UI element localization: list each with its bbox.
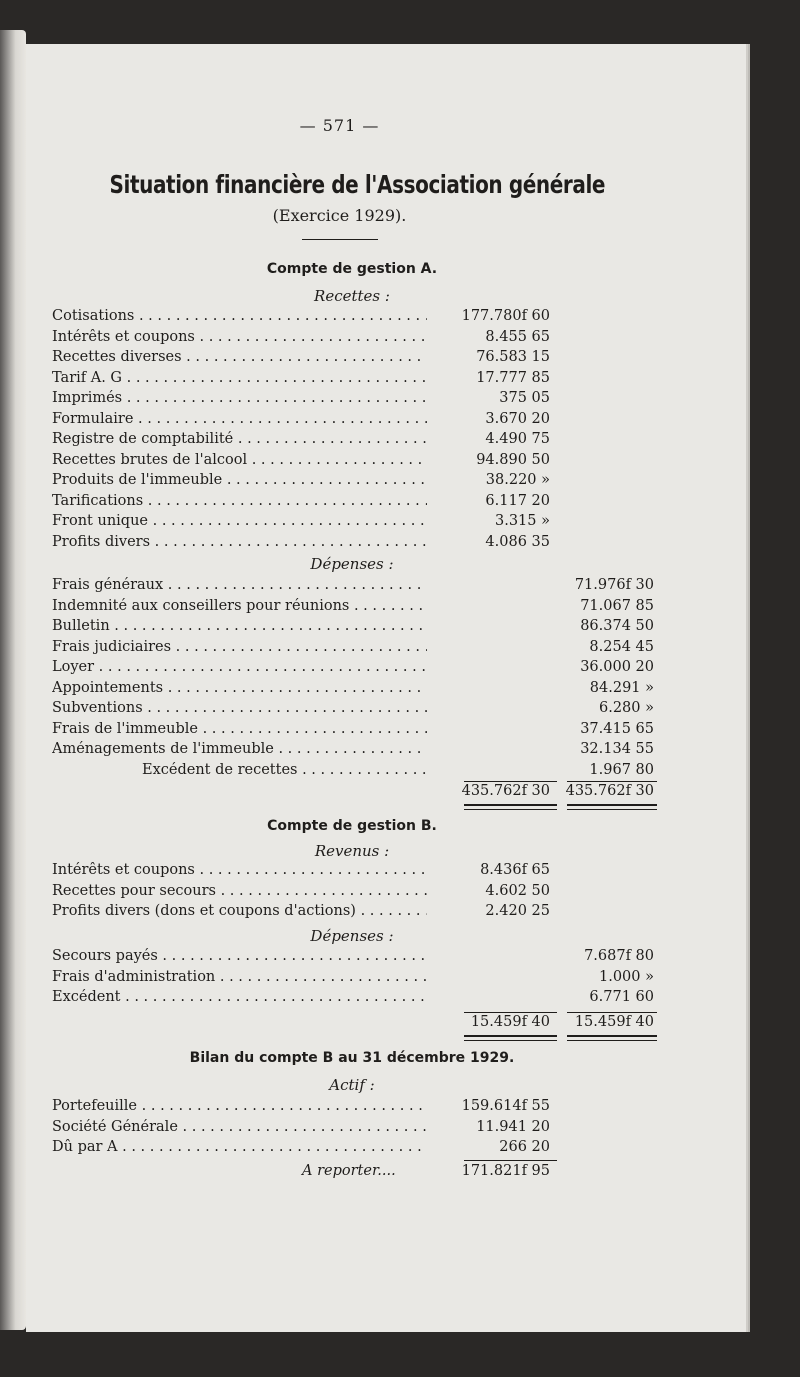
total-rule (464, 1012, 557, 1013)
ledger-value: 177.780f 60 (461, 308, 550, 324)
ledger-row (52, 903, 662, 923)
ledger-row (52, 534, 662, 554)
ledger-row (52, 390, 662, 410)
ledger-label: Loyer . . . (52, 659, 427, 675)
ledger-value: 8.436f 65 (480, 862, 550, 878)
ledger-value: 3.670 20 (485, 410, 550, 427)
ledger-row (52, 452, 662, 472)
total-rule (464, 781, 557, 782)
ledger-label: Portefeuille . . . (52, 1098, 427, 1114)
total-rule (567, 1012, 657, 1013)
ledger-label: Secours payés . . . (52, 948, 427, 964)
ledger-value: 2.420 25 (485, 903, 550, 919)
ledger-value: 71.067 85 (580, 597, 654, 614)
ledger-label: Produits de l'immeuble . . . (52, 472, 427, 488)
ledger-row (52, 513, 662, 533)
ledger-row (52, 598, 662, 618)
ledger-label: Frais de l'immeuble . . . (52, 721, 427, 737)
ledger-label: Aménagements de l'immeuble . . . (52, 741, 427, 757)
ledger-label: Dû par A . . . (52, 1139, 427, 1155)
title-divider (302, 239, 378, 240)
ledger-value: 94.890 50 (476, 451, 550, 468)
double-rule (567, 804, 657, 810)
ledger-row (52, 680, 662, 700)
ledger-row (52, 883, 662, 903)
ledger-label: Subventions . . . (52, 700, 427, 716)
bilan-heading: Bilan du compte B au 31 décembre 1929. (189, 1050, 515, 1066)
ledger-label: Profits divers (dons et coupons d'actions) . . . (52, 903, 427, 919)
ledger-value: 36.000 20 (580, 659, 654, 675)
total-row (52, 783, 662, 803)
ledger-label: Bulletin . . . (52, 618, 427, 634)
ledger-value: 32.134 55 (580, 741, 654, 757)
ledger-value: 3.315 » (495, 513, 550, 529)
ledger-label: Recettes diverses . . . (52, 349, 427, 365)
ledger-row (52, 989, 662, 1009)
document-page (26, 44, 746, 1332)
ledger-value: 8.455 65 (485, 328, 550, 345)
ledger-row (52, 721, 662, 741)
ledger-label: Intérêts et coupons . . . (52, 862, 427, 878)
section-a-recettes-label: Recettes : (314, 287, 390, 305)
ledger-label: Profits divers . . . (52, 534, 427, 550)
double-rule (464, 1035, 557, 1041)
ledger-value: 6.117 20 (485, 492, 550, 509)
report-label: A reporter.... (302, 1163, 396, 1179)
ledger-value: 4.086 35 (485, 533, 550, 550)
ledger-row (52, 411, 662, 431)
ledger-label: Registre de comptabilité . . . (52, 431, 427, 447)
ledger-label: Frais judiciaires . . . (52, 639, 427, 655)
section-a-depenses-label: Dépenses : (310, 555, 394, 573)
bilan-actif-label: Actif : (329, 1076, 375, 1094)
ledger-value: 84.291 » (589, 679, 654, 696)
ledger-row (52, 493, 662, 513)
ledger-label: Recettes pour secours . . . (52, 883, 427, 899)
adjacent-page-edge (0, 30, 26, 1330)
ledger-row (52, 948, 662, 968)
ledger-value: 11.941 20 (476, 1118, 550, 1135)
ledger-row (52, 329, 662, 349)
ledger-row (52, 472, 662, 492)
ledger-label: Recettes brutes de l'alcool . . . (52, 452, 427, 468)
ledger-value: 1.967 80 (589, 761, 654, 778)
ledger-label: Frais d'administration . . . (52, 969, 427, 985)
ledger-label: Excédent . . . (52, 989, 427, 1005)
total-rule (567, 781, 657, 782)
ledger-value: 159.614f 55 (461, 1098, 550, 1114)
total-row (52, 1014, 662, 1034)
ledger-value: 38.220 » (485, 472, 550, 488)
ledger-value: 1.000 » (599, 968, 654, 985)
ledger-label: Excédent de recettes . . . (142, 762, 427, 778)
page-title: Situation financière de l'Association générale (109, 170, 606, 199)
double-rule (464, 804, 557, 810)
section-b-depenses-label: Dépenses : (310, 927, 394, 945)
ledger-value: 71.976f 30 (574, 577, 654, 593)
total-value: 15.459f 40 (574, 1014, 654, 1030)
ledger-row (52, 1119, 662, 1139)
report-row (52, 1163, 662, 1183)
ledger-label: Appointements . . . (52, 680, 427, 696)
ledger-value: 7.687f 80 (584, 948, 654, 964)
ledger-value: 37.415 65 (580, 720, 654, 737)
ledger-row (52, 431, 662, 451)
ledger-label: Tarif A. G . . . (52, 370, 427, 386)
section-a-heading: Compte de gestion A. (266, 261, 438, 277)
ledger-value: 8.254 45 (589, 638, 654, 655)
ledger-label: Société Générale . . . (52, 1119, 427, 1135)
ledger-label: Cotisations . . . (52, 308, 427, 324)
section-b-revenus-label: Revenus : (314, 842, 390, 860)
total-value: 435.762f 30 (565, 783, 654, 799)
ledger-row (52, 308, 662, 328)
report-value: 171.821f 95 (461, 1163, 550, 1179)
ledger-row (52, 370, 662, 390)
ledger-row (52, 639, 662, 659)
total-rule (464, 1160, 557, 1161)
ledger-label: Tarifications . . . (52, 493, 427, 509)
ledger-label: Front unique . . . (52, 513, 427, 529)
ledger-value: 4.602 50 (485, 882, 550, 899)
total-value: 435.762f 30 (461, 783, 550, 799)
ledger-row (52, 659, 662, 679)
total-value: 15.459f 40 (470, 1014, 550, 1030)
ledger-row (52, 618, 662, 638)
ledger-value: 17.777 85 (476, 369, 550, 386)
ledger-value: 6.771 60 (589, 989, 654, 1005)
ledger-value: 6.280 » (599, 700, 654, 716)
ledger-row (52, 1098, 662, 1118)
ledger-label: Indemnité aux conseillers pour réunions . . . (52, 598, 427, 614)
ledger-row (52, 969, 662, 989)
double-rule (567, 1035, 657, 1041)
ledger-row (52, 1139, 662, 1159)
ledger-label: Formulaire . . . (52, 411, 427, 427)
page-subtitle: (Exercice 1929). (272, 206, 407, 225)
ledger-row (52, 862, 662, 882)
ledger-label: Frais généraux . . . (52, 577, 427, 593)
ledger-row (52, 700, 662, 720)
ledger-value: 375 05 (499, 390, 550, 406)
section-b-heading: Compte de gestion B. (267, 818, 437, 834)
ledger-row (52, 762, 662, 782)
page-number: — 571 — (299, 116, 380, 135)
ledger-value: 86.374 50 (580, 618, 654, 634)
ledger-row (52, 577, 662, 597)
ledger-label: Imprimés . . . (52, 390, 427, 406)
ledger-row (52, 741, 662, 761)
ledger-value: 76.583 15 (476, 349, 550, 365)
ledger-value: 4.490 75 (485, 431, 550, 447)
ledger-label: Intérêts et coupons . . . (52, 329, 427, 345)
ledger-row (52, 349, 662, 369)
ledger-value: 266 20 (499, 1139, 550, 1155)
